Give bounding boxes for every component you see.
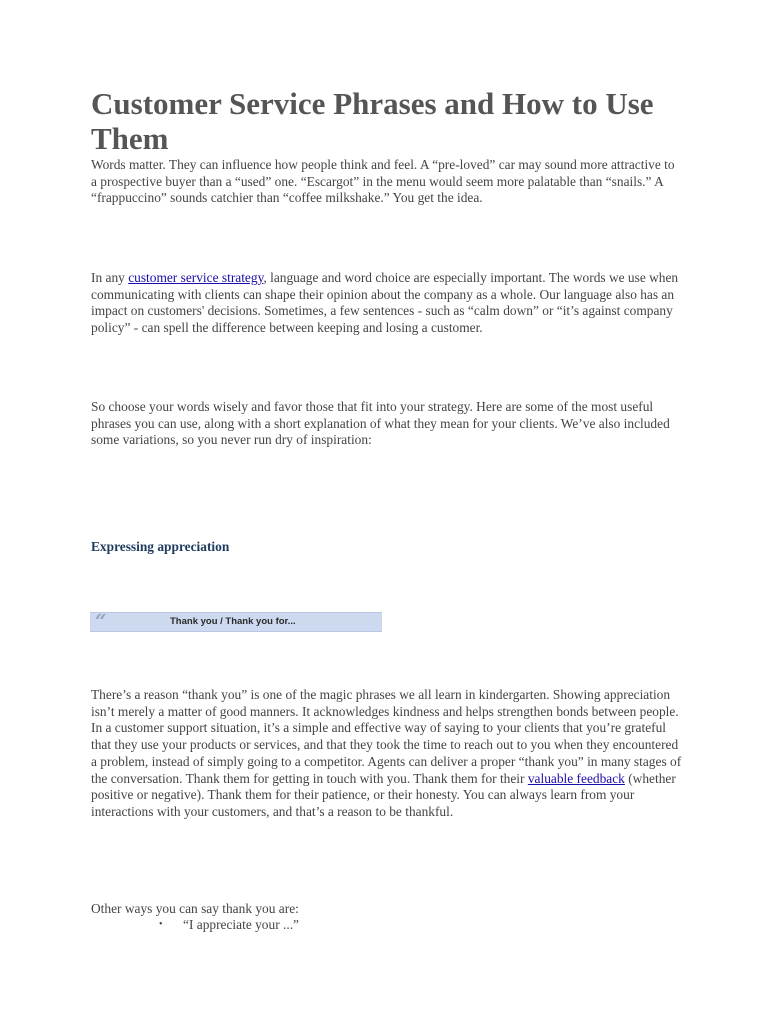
section-heading: Expressing appreciation <box>91 539 230 554</box>
paragraph-text: (whether positive or negative). Thank them for their patience, or their honesty. You can always learn from your interactions with your customers, and that’s a reason to be thankful. <box>91 770 676 819</box>
list-item-text: “I appreciate your ...” <box>183 917 299 932</box>
intro-paragraph: Words matter. They can influence how people think and feel. A “pre-loved” car may sound more attractive to a prospective buyer than a “used” one. “Escargot” in the menu would seem more palatable than “snails.” A “frappuccino” sounds catchier than “coffee milkshake.” You get the idea. <box>91 157 675 206</box>
choose-words-paragraph: So choose your words wisely and favor those that fit into your strategy. Here are some of the most useful phrases you can use, along with a short explanation of what they mean for your clients. We’ve also included some variations, so you never run dry of inspiration: <box>91 399 670 448</box>
thank-you-paragraph <box>91 687 683 821</box>
strategy-paragraph <box>91 270 683 337</box>
bullet-icon: • <box>159 919 163 930</box>
quote-mark-icon: “ <box>95 609 107 633</box>
paragraph-text: In any <box>91 270 129 285</box>
customer-service-strategy-link[interactable]: customer service strategy <box>128 270 264 285</box>
other-ways-paragraph: Other ways you can say thank you are: <box>91 901 299 916</box>
list-item <box>91 917 299 934</box>
paragraph-text: There’s a reason “thank you” is one of the magic phrases we all learn in kindergarten. Showing appreciation isn’t merely a matter of good manners. It acknowledges kindness and helps strengthen bonds between people. In a customer support situation, it’s a simple and effective way of saying to your clients that you’re grateful that they use your products or services, and that they took the time to reach out to you when they encountered a problem, instead of simply going to a competitor. Agents can deliver a proper “thank you” in many stages of the conversation. Thank them for getting in touch with you. Thank them for their <box>91 687 682 786</box>
phrase-list <box>91 917 299 934</box>
valuable-feedback-link[interactable]: valuable feedback <box>527 770 625 786</box>
phrase-text: Thank you / Thank you for... <box>170 616 296 627</box>
page-title: Customer Service Phrases and How to Use Them <box>91 86 654 156</box>
phrase-quote-box <box>90 609 382 633</box>
paragraph-text: , language and word choice are especially important. The words we use when communicating with clients can shape their opinion about the company as a whole. Our language also has an impact on customers' decisions. Sometimes, a few sentences - such as “calm down” or “it’s against company policy” - can spell the difference between keeping and losing a customer. <box>91 270 679 336</box>
